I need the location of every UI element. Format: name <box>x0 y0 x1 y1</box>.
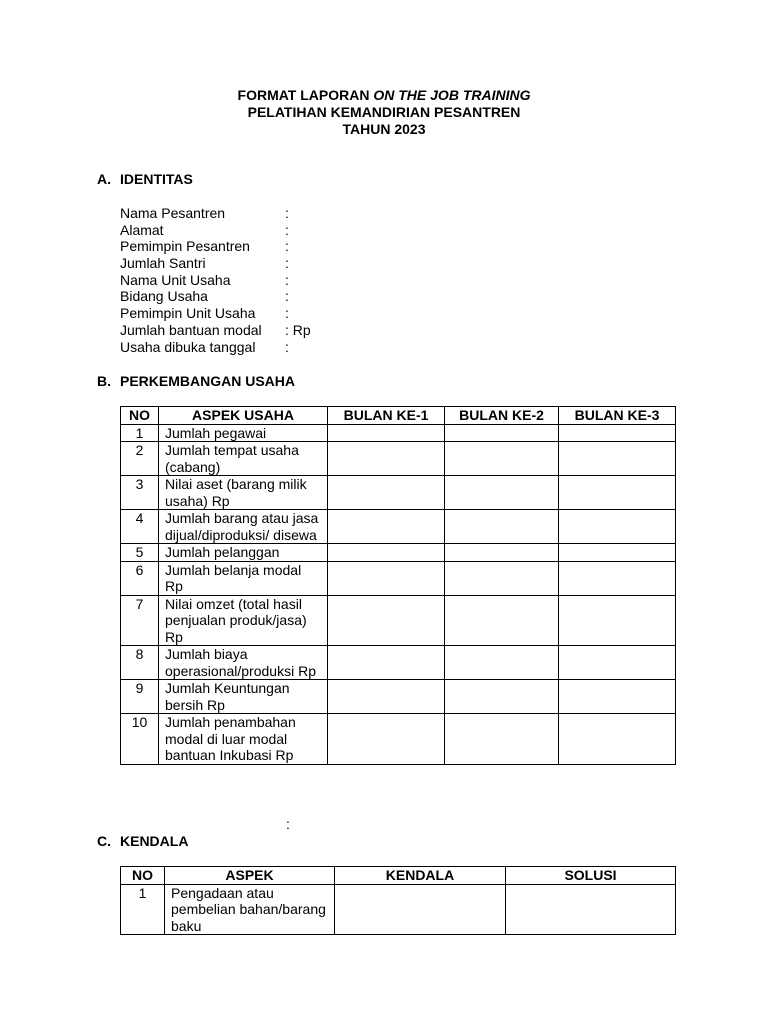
document-title <box>0 87 768 138</box>
table-row <box>121 595 676 646</box>
row-number: 7 <box>121 595 159 646</box>
section-letter: C. <box>97 833 111 849</box>
month-3-cell <box>559 561 676 595</box>
stray-colon: : <box>286 816 290 832</box>
row-number: 1 <box>121 884 165 935</box>
aspect-cell: Nilai omzet (total hasil penjualan produk/jasa) Rp <box>159 595 328 646</box>
month-3-cell <box>559 424 676 442</box>
aspect-cell: Jumlah pelanggan <box>159 544 328 562</box>
month-3-cell <box>559 442 676 476</box>
table-row <box>121 884 676 935</box>
aspect-cell: Pengadaan atau pembelian bahan/barang baku <box>165 884 335 935</box>
identity-field-row <box>120 322 311 339</box>
section-title: PERKEMBANGAN USAHA <box>120 373 296 389</box>
section-letter: A. <box>97 171 111 187</box>
title-line-3: TAHUN 2023 <box>342 121 426 137</box>
identity-field-separator: : <box>285 288 289 305</box>
column-header: ASPEK <box>165 867 335 885</box>
month-1-cell <box>328 442 445 476</box>
month-1-cell <box>328 561 445 595</box>
table-row <box>121 476 676 510</box>
section-title: KENDALA <box>120 833 189 849</box>
title-line-1 <box>0 87 768 104</box>
month-1-cell <box>328 595 445 646</box>
month-1-cell <box>328 510 445 544</box>
table-row <box>121 424 676 442</box>
aspect-cell: Jumlah belanja modal Rp <box>159 561 328 595</box>
month-2-cell <box>445 544 559 562</box>
obstacles-table <box>120 866 676 935</box>
title-line-2: PELATIHAN KEMANDIRIAN PESANTREN <box>247 104 521 120</box>
section-c-heading <box>97 833 188 850</box>
identity-field-row <box>120 222 311 239</box>
identity-field-row <box>120 339 311 356</box>
aspect-cell: Jumlah Keuntungan bersih Rp <box>159 680 328 714</box>
title-italic: ON THE JOB TRAINING <box>373 87 531 103</box>
row-number: 6 <box>121 561 159 595</box>
identity-field-label: Nama Pesantren <box>120 205 226 221</box>
identity-field-row <box>120 205 311 222</box>
row-number: 1 <box>121 424 159 442</box>
identity-field-separator: : <box>285 305 289 322</box>
identity-field-label: Pemimpin Unit Usaha <box>120 305 256 322</box>
table-row <box>121 714 676 765</box>
table-row <box>121 646 676 680</box>
identity-field-separator: : <box>285 205 289 221</box>
row-number: 4 <box>121 510 159 544</box>
section-b-heading <box>97 373 295 390</box>
section-title: IDENTITAS <box>120 171 193 187</box>
month-2-cell <box>445 510 559 544</box>
identity-field-separator: : <box>285 221 289 238</box>
aspect-cell: Jumlah barang atau jasa dijual/diproduksi/ disewa <box>159 510 328 544</box>
identity-field-separator: : <box>285 255 289 272</box>
row-number: 5 <box>121 544 159 562</box>
month-2-cell <box>445 714 559 765</box>
aspect-cell: Jumlah penambahan modal di luar modal bantuan Inkubasi Rp <box>159 714 328 765</box>
section-a-heading <box>97 171 193 188</box>
month-2-cell <box>445 561 559 595</box>
column-header: NO <box>121 407 159 425</box>
aspect-cell: Jumlah tempat usaha (cabang) <box>159 442 328 476</box>
identity-field-separator: : Rp <box>285 321 311 338</box>
identity-field-label: Alamat <box>120 221 164 238</box>
month-2-cell <box>445 680 559 714</box>
obstacle-cell <box>335 884 506 935</box>
identity-field-row <box>120 255 311 272</box>
identity-fields <box>120 205 311 355</box>
identity-field-label: Pemimpin Pesantren <box>120 238 250 255</box>
month-1-cell <box>328 476 445 510</box>
aspect-cell: Jumlah pegawai <box>159 424 328 442</box>
month-1-cell <box>328 424 445 442</box>
column-header: BULAN KE-2 <box>445 407 559 425</box>
month-3-cell <box>559 595 676 646</box>
column-header: BULAN KE-1 <box>328 407 445 425</box>
table-row <box>121 680 676 714</box>
row-number: 8 <box>121 646 159 680</box>
identity-field-separator: : <box>285 338 289 355</box>
month-1-cell <box>328 714 445 765</box>
row-number: 10 <box>121 714 159 765</box>
identity-field-label: Jumlah Santri <box>120 255 206 272</box>
section-letter: B. <box>97 373 111 389</box>
identity-field-row <box>120 305 311 322</box>
month-3-cell <box>559 714 676 765</box>
identity-field-label: Jumlah bantuan modal <box>120 321 262 338</box>
month-2-cell <box>445 646 559 680</box>
identity-field-label: Bidang Usaha <box>120 288 208 305</box>
identity-field-separator: : <box>285 271 289 288</box>
month-3-cell <box>559 646 676 680</box>
row-number: 9 <box>121 680 159 714</box>
month-2-cell <box>445 442 559 476</box>
solution-cell <box>506 884 676 935</box>
month-3-cell <box>559 510 676 544</box>
table-row <box>121 442 676 476</box>
month-3-cell <box>559 680 676 714</box>
aspect-cell: Nilai aset (barang milik usaha) Rp <box>159 476 328 510</box>
table-row <box>121 544 676 562</box>
column-header: ASPEK USAHA <box>159 407 328 425</box>
month-2-cell <box>445 476 559 510</box>
month-1-cell <box>328 646 445 680</box>
table-row <box>121 561 676 595</box>
column-header: BULAN KE-3 <box>559 407 676 425</box>
column-header: SOLUSI <box>506 867 676 885</box>
month-2-cell <box>445 595 559 646</box>
row-number: 3 <box>121 476 159 510</box>
table-row <box>121 510 676 544</box>
month-1-cell <box>328 680 445 714</box>
row-number: 2 <box>121 442 159 476</box>
aspect-cell: Jumlah biaya operasional/produksi Rp <box>159 646 328 680</box>
column-header: NO <box>121 867 165 885</box>
identity-field-row <box>120 272 311 289</box>
title-prefix: FORMAT LAPORAN <box>237 87 370 103</box>
identity-field-row <box>120 238 311 255</box>
identity-field-label: Usaha dibuka tanggal <box>120 338 256 355</box>
identity-field-row <box>120 288 311 305</box>
column-header: KENDALA <box>335 867 506 885</box>
month-3-cell <box>559 476 676 510</box>
development-table <box>120 406 676 765</box>
month-1-cell <box>328 544 445 562</box>
month-3-cell <box>559 544 676 562</box>
identity-field-label: Nama Unit Usaha <box>120 271 231 288</box>
identity-field-separator: : <box>285 238 289 255</box>
month-2-cell <box>445 424 559 442</box>
